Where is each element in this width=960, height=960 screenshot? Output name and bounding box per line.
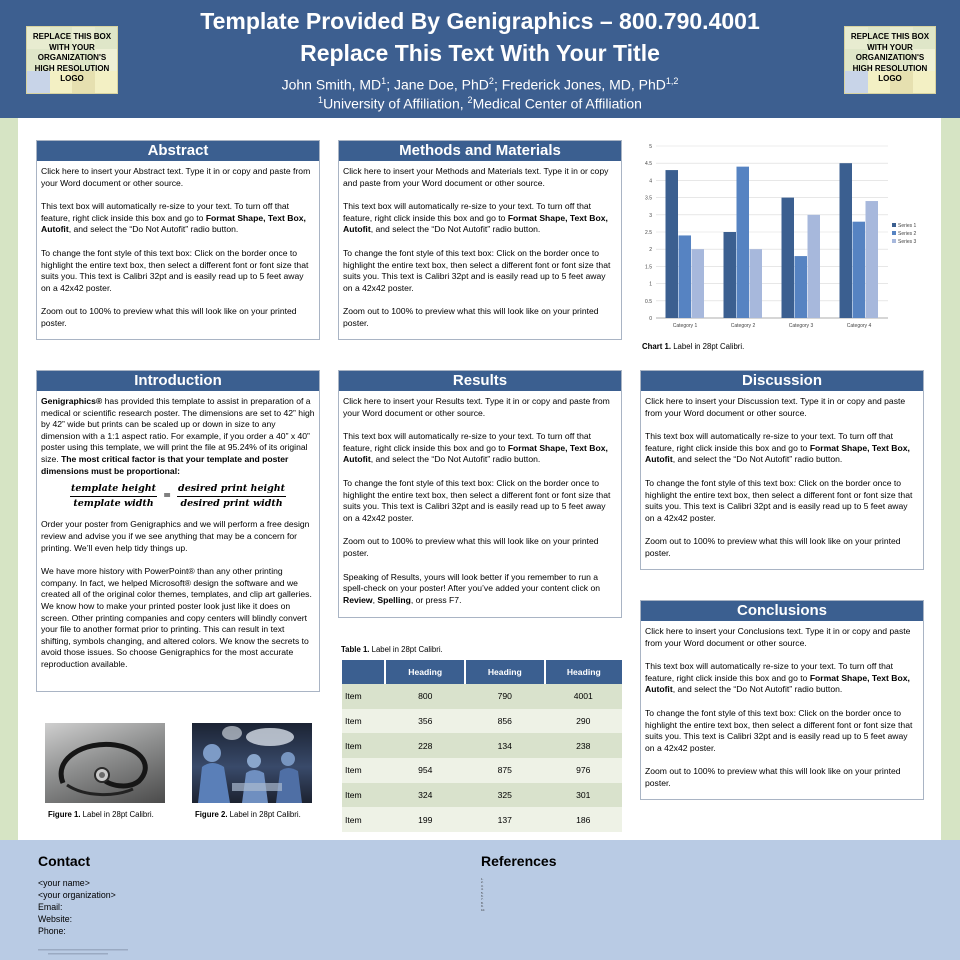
author-sep-2: ; (493, 76, 502, 93)
affiliation-1: University of Affiliation (323, 95, 460, 112)
chart-caption[interactable] (642, 342, 744, 351)
conclusions-paragraph-3: To change the font style of this text box: Click on the border once to highlight the entire text box, then select a different font or font size that suits you. This text is Calibri 32pt and is easily read up to 5 feet away on a 42x42 poster. (645, 707, 913, 753)
author-3-sup: 1,2 (665, 76, 679, 86)
chart-legend-swatch (892, 239, 896, 243)
results-paragraph-3: To change the font style of this text box: Click on the border once to highlight the entire text box, then select a different font or font size that suits you. This text is Calibri 32pt and is easily read up to 5 feet away on a 42x42 poster. (343, 477, 611, 523)
proportion-formula (41, 483, 315, 509)
formula-right-numerator: desired print height (177, 483, 286, 497)
table-cell: Item (342, 758, 385, 783)
discussion-p2-bold: Format Shape, Text Box, Autofit (645, 442, 910, 465)
abstract-p2-tail: , and select the “Do Not Autofit” radio button. (68, 224, 239, 235)
author-line[interactable] (130, 76, 830, 93)
affiliation-line[interactable] (130, 95, 830, 112)
conclusions-paragraph-1: Click here to insert your Conclusions text. Type it in or copy and paste from your Word document or other source. (645, 626, 911, 648)
table-cell: Item (342, 783, 385, 808)
table-caption-label: Table 1. (341, 645, 370, 654)
chart-ytick-label: 4.5 (645, 161, 652, 168)
chart-legend-label: Series 1 (898, 223, 917, 229)
chart-bar (853, 222, 866, 318)
chart-bar (666, 170, 679, 318)
table-row (342, 758, 622, 783)
stethoscope-icon (45, 723, 165, 803)
chart-legend-swatch (892, 223, 896, 227)
abstract-paragraph-1: Click here to insert your Abstract text. Type it in or copy and paste from your Word document or other source. (41, 166, 311, 188)
intro-p1-brand: Genigraphics® (41, 396, 103, 406)
chart-xtick-label: Category 3 (788, 323, 814, 329)
abstract-body (37, 161, 319, 334)
results-p5-text: Speaking of Results, yours will look better if you remember to run a spell-check on your poster! After you’ve added your content click on (343, 571, 600, 594)
methods-p2-bold: Format Shape, Text Box, Autofit (343, 212, 608, 235)
methods-p2-tail: , and select the “Do Not Autofit” radio button. (370, 224, 541, 235)
introduction-body (37, 391, 319, 674)
table-cell: Item (342, 709, 385, 734)
table-cell: 324 (385, 783, 465, 808)
logo-placeholder-left[interactable] (26, 26, 118, 94)
logo-left-line-1: REPLACE THIS BOX (32, 32, 112, 41)
results-panel[interactable] (338, 370, 622, 618)
table-cell: 954 (385, 758, 465, 783)
figure-1-caption-label: Figure 1. (48, 810, 81, 819)
results-body (339, 391, 621, 610)
formula-left-denominator: template width (73, 497, 154, 509)
fine-print-mark (38, 948, 128, 956)
chart-bar (724, 232, 737, 318)
chart-legend-label: Series 3 (898, 239, 917, 245)
table-cell: 137 (465, 807, 545, 832)
logo-left-line-4: HIGH RESOLUTION (34, 63, 110, 73)
chart-ytick-label: 5 (649, 144, 652, 150)
table-header-row (342, 660, 622, 684)
table-cell: 228 (385, 733, 465, 758)
affiliation-2: Medical Center of Affiliation (472, 95, 642, 112)
results-paragraph-5 (343, 572, 617, 607)
contact-heading[interactable]: Contact (38, 853, 91, 869)
references-list[interactable] (481, 878, 485, 912)
table-cell: 790 (465, 684, 545, 709)
discussion-heading: Discussion (641, 371, 923, 391)
bar-chart[interactable] (640, 140, 924, 336)
methods-paragraph-2 (343, 201, 617, 236)
table-cell: 301 (545, 783, 622, 808)
figure-1-caption-text: Label in 28pt Calibri. (80, 810, 154, 819)
logo-left-line-3: ORGANIZATION'S (37, 53, 107, 62)
results-paragraph-4: Zoom out to 100% to preview what this will look like on your printed poster. (343, 536, 599, 558)
figure-1-image[interactable] (45, 723, 165, 803)
discussion-paragraph-3: To change the font style of this text box: Click on the border once to highlight the entire text box, then select a different font or font size that suits you. This text is Calibri 32pt and is easily read up to 5 feet away on a 42x42 poster. (645, 477, 913, 523)
logo-left-line-5: LOGO (60, 74, 84, 83)
discussion-p2-tail: , and select the “Do Not Autofit” radio button. (672, 454, 843, 465)
conclusions-p2-text: This text box will automatically re-size to your text. To turn off that feature, right click inside this box and go to (645, 661, 894, 683)
formula-equals: = (163, 490, 172, 502)
figure-2-caption-label: Figure 2. (195, 810, 228, 819)
figure-2-caption[interactable] (195, 810, 301, 819)
results-p2-tail: , and select the “Do Not Autofit” radio button. (370, 454, 541, 465)
poster-title-line-2[interactable]: Replace This Text With Your Title (300, 40, 660, 66)
chart-ytick-label: 1 (649, 281, 652, 288)
results-paragraph-2 (343, 431, 617, 466)
surgery-photo-icon (192, 723, 312, 803)
table-cell: 290 (545, 709, 622, 734)
author-2-sup: 2 (488, 76, 494, 86)
chart-bar (692, 249, 705, 318)
contact-details[interactable] (38, 877, 116, 937)
conclusions-panel[interactable] (640, 600, 924, 800)
abstract-p2-text: This text box will automatically re-size to your text. To turn off that feature, right click inside this box and go to (41, 201, 290, 223)
chart-bar (808, 215, 821, 318)
table-row (342, 807, 622, 832)
table-row (342, 783, 622, 808)
table-caption-text: Label in 28pt Calibri. (369, 645, 443, 654)
reference-item: 1. (481, 877, 484, 881)
discussion-body (641, 391, 923, 564)
chart-bar (750, 249, 763, 318)
reference-item: 7. (481, 897, 484, 902)
figure-2-image[interactable] (192, 723, 312, 803)
poster-footer (0, 840, 960, 960)
table-cell: 325 (465, 783, 545, 808)
table-row (342, 733, 622, 758)
table-row (342, 684, 622, 709)
table-header-cell: Heading (545, 660, 622, 684)
methods-panel[interactable] (338, 140, 622, 340)
poster-header (0, 0, 960, 118)
table-cell: 356 (385, 709, 465, 734)
chart-ytick-label: 2 (649, 247, 652, 254)
affiliation-1-sup: 1 (318, 95, 324, 105)
contact-organization: <your organization> (38, 890, 116, 900)
logo-right-line-2: WITH YOUR (867, 42, 913, 52)
results-heading: Results (339, 371, 621, 391)
methods-paragraph-4: Zoom out to 100% to preview what this will look like on your printed poster. (343, 306, 599, 328)
results-table[interactable] (342, 660, 622, 832)
conclusions-paragraph-2 (645, 661, 919, 696)
author-3: Frederick Jones, MD, PhD (501, 76, 666, 93)
chart-bar (679, 235, 692, 318)
table-cell: Item (342, 807, 385, 832)
logo-left-text (27, 32, 117, 85)
figure-1-caption[interactable] (48, 810, 154, 819)
chart-caption-text: Label in 28pt Calibri. (671, 342, 745, 351)
table-cell: 186 (545, 807, 622, 832)
table-cell: 875 (465, 758, 545, 783)
reference-item: 2. (481, 880, 484, 885)
discussion-p2-text: This text box will automatically re-size to your text. To turn off that feature, right click inside this box and go to (645, 431, 894, 453)
abstract-panel[interactable] (36, 140, 320, 340)
chart-bar (782, 198, 795, 318)
chart-ytick-label: 0 (649, 316, 652, 322)
chart-xtick-label: Category 1 (672, 323, 698, 329)
chart-legend-label: Series 2 (898, 231, 917, 237)
table-cell: 4001 (545, 684, 622, 709)
table-cell: 238 (545, 733, 622, 758)
conclusions-p2-tail: , and select the “Do Not Autofit” radio button. (672, 684, 843, 695)
introduction-paragraph-1 (41, 396, 315, 477)
chart-ytick-label: 2.5 (645, 230, 652, 236)
formula-left-numerator: template height (70, 483, 157, 497)
methods-paragraph-3: To change the font style of this text box: Click on the border once to highlight the entire text box, then select a different font or font size that suits you. This text is Calibri 32pt and is easily read up to 5 feet away on a 42x42 poster. (343, 247, 611, 293)
logo-left-line-2: WITH YOUR (49, 42, 95, 52)
methods-p2-text: This text box will automatically re-size to your text. To turn off that feature, right click inside this box and go to (343, 201, 592, 223)
logo-right-line-5: LOGO (878, 74, 902, 83)
methods-heading: Methods and Materials (339, 141, 621, 161)
intro-p1-text: has provided this template to assist in preparation of a medical or scientific research poster. The dimensions are set to 42” high by 42” wide but prints can be scaled up or down in size to any dimension with a 1:1 aspect ratio. For example, if you order a 40” x 40” poster using this template, we will print the file at 95.24% of its original size. (41, 396, 315, 464)
abstract-paragraph-4: Zoom out to 100% to preview what this will look like on your printed poster. (41, 306, 297, 328)
chart-bar (866, 201, 879, 318)
contact-phone: Phone: (38, 926, 66, 936)
formula-left-fraction (70, 483, 157, 509)
results-p2-text: This text box will automatically re-size to your text. To turn off that feature, right click inside this box and go to (343, 431, 592, 453)
chart-ytick-label: 3.5 (645, 195, 652, 202)
reference-item: 4. (481, 887, 484, 892)
formula-right-denominator: desired print width (180, 497, 283, 509)
table-cell: 134 (465, 733, 545, 758)
results-p5-spelling: Spelling (377, 594, 411, 605)
abstract-p2-bold: Format Shape, Text Box, Autofit (41, 212, 306, 235)
abstract-paragraph-2 (41, 201, 315, 236)
conclusions-heading: Conclusions (641, 601, 923, 621)
intro-p1-bold: The most critical factor is that your template and poster dimensions must be proportional: (41, 453, 289, 476)
discussion-paragraph-4: Zoom out to 100% to preview what this will look like on your printed poster. (645, 536, 901, 558)
conclusions-paragraph-4: Zoom out to 100% to preview what this will look like on your printed poster. (645, 766, 901, 788)
logo-right-line-4: HIGH RESOLUTION (852, 63, 928, 73)
methods-paragraph-1: Click here to insert your Methods and Materials text. Type it in or copy and paste from your Word document or other source. (343, 166, 609, 188)
abstract-paragraph-3: To change the font style of this text box: Click on the border once to highlight the entire text box, then select a different font or font size that suits you. This text is Calibri 32pt and is easily read up to 5 feet away on a 42x42 poster. (41, 247, 309, 293)
chart-bar (737, 167, 750, 318)
chart-bar (840, 163, 853, 318)
introduction-paragraph-3: We have more history with PowerPoint® than any other printing company. In fact, we helped Microsoft® design the software and we created all of the original color themes, templates, and clip art galleries. We know how to make your printed poster look just like it does on screen. Other printing companies and copy centers will blindly convert your file to another format prior to printing. This can result in text shifting, symbols changing, and altered colors. We know the secrets to avoid those issues. So choose Genigraphics for the most accurate reproduction available. (41, 566, 312, 669)
table-cell: 199 (385, 807, 465, 832)
table-header-cell (342, 660, 385, 684)
results-paragraph-1: Click here to insert your Results text. Type it in or copy and paste from your Word document or other source. (343, 396, 610, 418)
discussion-paragraph-1: Click here to insert your Discussion text. Type it in or copy and paste from your Word document or other source. (645, 396, 906, 418)
reference-item: 8. (481, 900, 484, 905)
conclusions-body (641, 621, 923, 794)
results-p5-tail: , or press F7. (410, 594, 462, 605)
table-cell: Item (342, 684, 385, 709)
author-1: John Smith, MD (281, 76, 382, 93)
chart-xtick-label: Category 2 (730, 323, 756, 329)
logo-right-line-1: REPLACE THIS BOX (850, 32, 930, 41)
contact-email: Email: (38, 902, 63, 912)
results-p5-review: Review (343, 594, 373, 605)
introduction-paragraph-2: Order your poster from Genigraphics and we will perform a free design review and advise you if we see anything that may be a concern for printing. We’ll even help tidy things up. (41, 519, 310, 553)
table-header-cell: Heading (465, 660, 545, 684)
logo-placeholder-right[interactable] (844, 26, 936, 94)
table-cell: 856 (465, 709, 545, 734)
results-p2-bold: Format Shape, Text Box, Autofit (343, 442, 608, 465)
discussion-paragraph-2 (645, 431, 919, 466)
conclusions-p2-bold: Format Shape, Text Box, Autofit (645, 672, 910, 695)
table-caption[interactable] (341, 645, 443, 654)
table-header-cell: Heading (385, 660, 465, 684)
reference-item: 9. (481, 904, 484, 909)
abstract-heading: Abstract (37, 141, 319, 161)
reference-item: 3. (481, 883, 484, 888)
table-row (342, 709, 622, 734)
chart-xtick-label: Category 4 (846, 323, 872, 329)
logo-right-line-3: ORGANIZATION'S (855, 53, 925, 62)
references-heading[interactable]: References (481, 853, 557, 869)
methods-body (339, 161, 621, 334)
table-cell: 976 (545, 758, 622, 783)
chart-ytick-label: 1.5 (645, 264, 652, 271)
contact-website: Website: (38, 914, 73, 924)
author-sep-1: ; (386, 76, 394, 93)
chart-bar (795, 256, 808, 318)
logo-right-text (845, 32, 935, 85)
discussion-panel[interactable] (640, 370, 924, 570)
chart-ytick-label: 3 (649, 212, 652, 219)
chart-ytick-label: 0.5 (645, 298, 652, 305)
bar-chart-svg (640, 140, 924, 336)
reference-item: 5. (481, 890, 484, 895)
figure-2-caption-text: Label in 28pt Calibri. (227, 810, 301, 819)
chart-caption-label: Chart 1. (642, 342, 672, 351)
chart-ytick-label: 4 (649, 178, 652, 185)
author-2: Jane Doe, PhD (393, 76, 489, 93)
author-1-sup: 1 (381, 76, 387, 86)
contact-name: <your name> (38, 878, 90, 888)
chart-legend-swatch (892, 231, 896, 235)
reference-item: 10. (481, 907, 486, 912)
poster-title-line-1[interactable]: Template Provided By Genigraphics – 800.790.4001 (200, 8, 760, 34)
introduction-panel[interactable] (36, 370, 320, 692)
formula-right-fraction (177, 483, 286, 509)
table-cell: 800 (385, 684, 465, 709)
affiliation-sep: , (459, 95, 468, 112)
affiliation-2-sup: 2 (467, 95, 473, 105)
results-p5-sep: , (372, 594, 378, 605)
introduction-heading: Introduction (37, 371, 319, 391)
table-cell: Item (342, 733, 385, 758)
reference-item: 6. (481, 894, 484, 899)
